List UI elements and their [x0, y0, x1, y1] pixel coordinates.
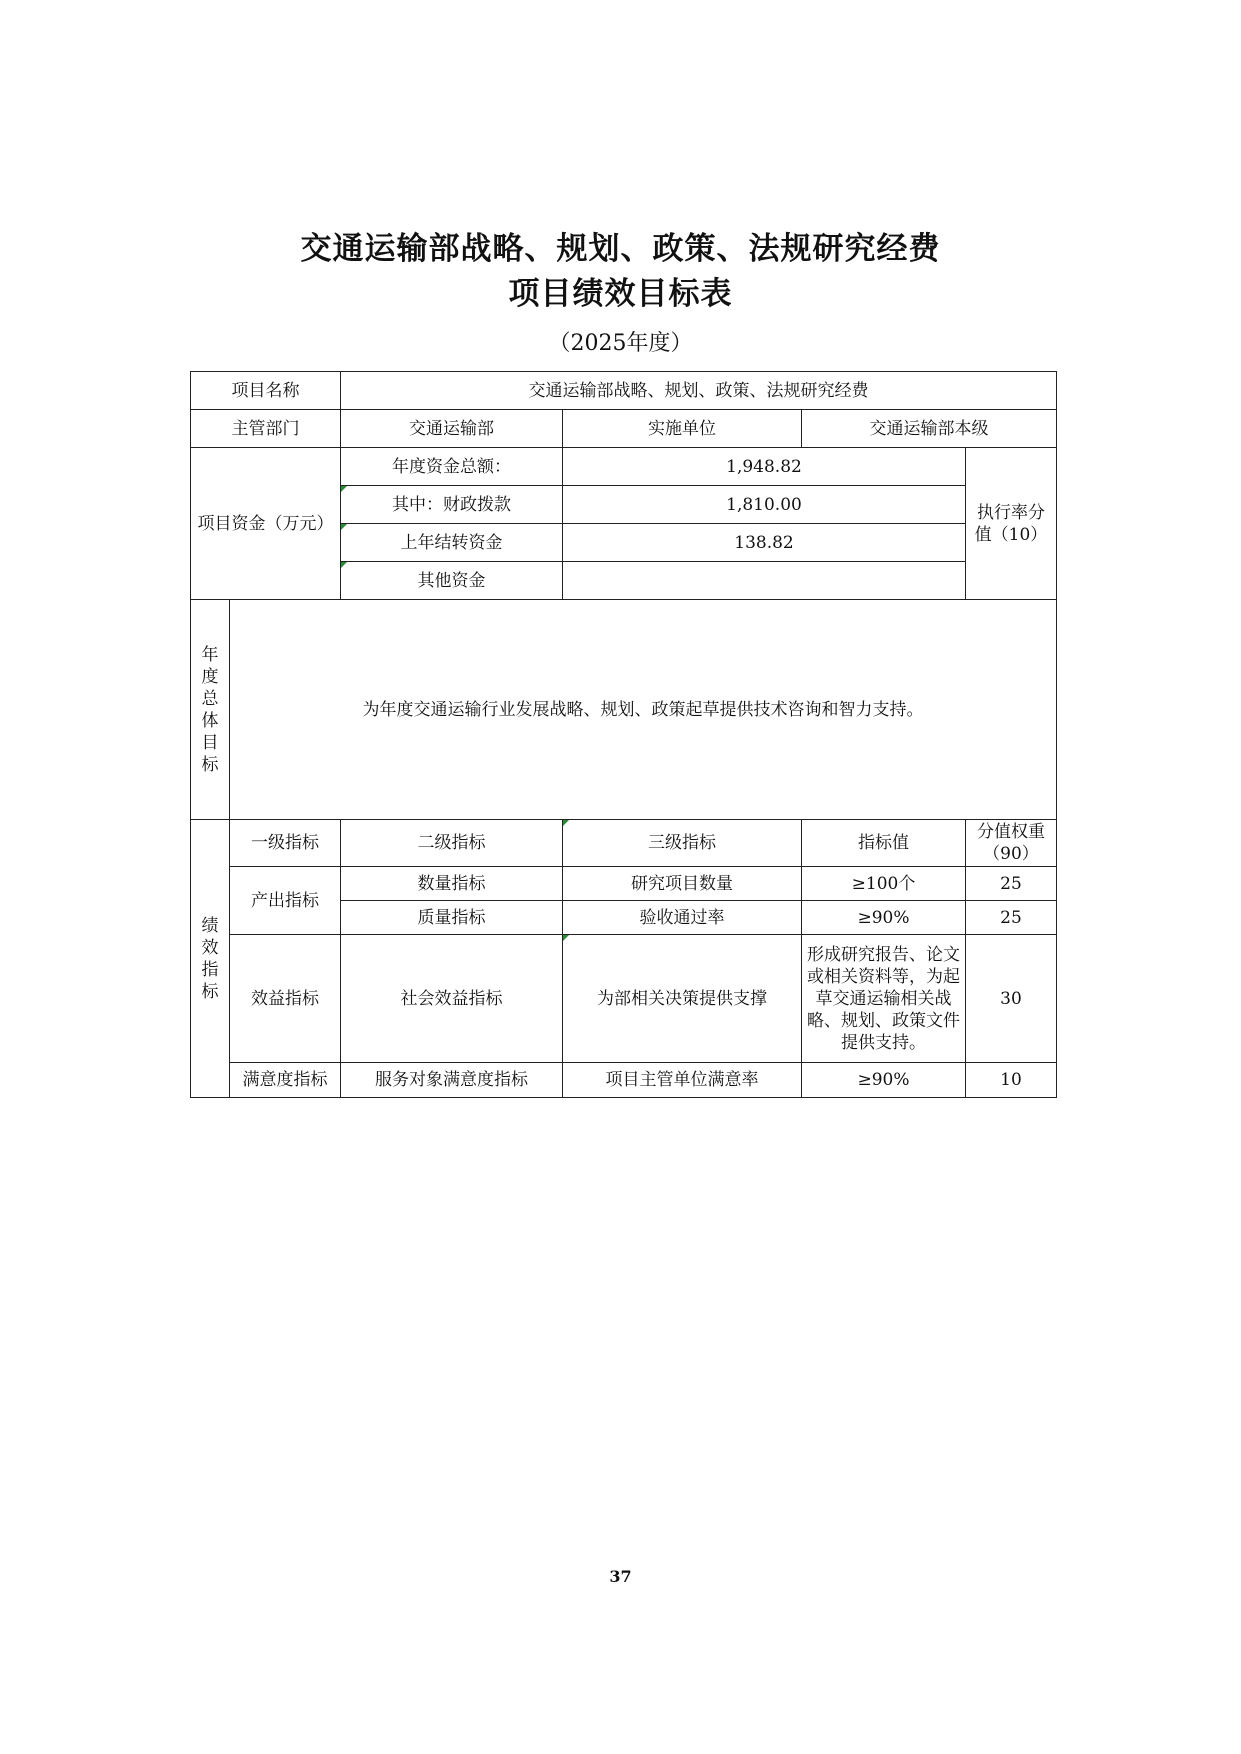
header-level1: 一级指标	[230, 820, 341, 867]
document-subtitle: 项目绩效目标表	[508, 276, 733, 312]
page-number: 37	[609, 1567, 632, 1586]
row-level3: 项目主管单位满意率	[563, 1063, 802, 1098]
project-name-row	[191, 372, 1057, 410]
exec-rate-label: 执行率分值（10）	[966, 448, 1057, 600]
row-level3: 验收通过率	[563, 901, 802, 935]
impl-value: 交通运输部本级	[802, 410, 1057, 448]
funds-fiscal-value: 1,810.00	[563, 486, 966, 524]
department-row	[191, 410, 1057, 448]
project-name-value: 交通运输部战略、规划、政策、法规研究经费	[341, 372, 1057, 410]
row-target: 形成研究报告、论文或相关资料等，为起草交通运输相关战略、规划、政策文件提供支持。	[802, 935, 966, 1063]
funds-other-value	[563, 562, 966, 600]
funds-total-label: 年度资金总额：	[341, 448, 563, 486]
dept-label: 主管部门	[191, 410, 341, 448]
header-weight: 分值权重（90）	[966, 820, 1057, 867]
row-target: ≥90%	[802, 901, 966, 935]
row-target: ≥90%	[802, 1063, 966, 1098]
project-name-label: 项目名称	[191, 372, 341, 410]
annual-goal-row	[191, 600, 1057, 820]
row-weight: 25	[966, 867, 1057, 901]
annual-goal-label: 年度总体目标	[191, 600, 230, 820]
funds-other-label: 其他资金	[341, 562, 563, 600]
header-level3: 三级指标	[563, 820, 802, 867]
row-level1: 产出指标	[230, 867, 341, 935]
row-level3: 研究项目数量	[563, 867, 802, 901]
funds-carryover-value: 138.82	[563, 524, 966, 562]
indicator-row	[191, 1063, 1057, 1098]
impl-label: 实施单位	[563, 410, 802, 448]
row-level1: 满意度指标	[230, 1063, 341, 1098]
header-level2: 二级指标	[341, 820, 563, 867]
funds-label: 项目资金（万元）	[191, 448, 341, 600]
perf-label: 绩效指标	[191, 820, 230, 1098]
indicator-row	[191, 867, 1057, 901]
indicator-row	[191, 935, 1057, 1063]
annual-goal-text: 为年度交通运输行业发展战略、规划、政策起草提供技术咨询和智力支持。	[230, 600, 1057, 820]
row-weight: 10	[966, 1063, 1057, 1098]
year-label: （2025年度）	[548, 331, 693, 356]
funds-carryover-label: 上年结转资金	[341, 524, 563, 562]
funds-fiscal-label: 其中：财政拨款	[341, 486, 563, 524]
header-target: 指标值	[802, 820, 966, 867]
row-level2: 服务对象满意度指标	[341, 1063, 563, 1098]
row-target: ≥100个	[802, 867, 966, 901]
row-level2: 数量指标	[341, 867, 563, 901]
row-level2: 质量指标	[341, 901, 563, 935]
indicator-header-row	[191, 820, 1057, 867]
performance-target-table	[190, 371, 1057, 1098]
document-title: 交通运输部战略、规划、政策、法规研究经费	[300, 231, 941, 267]
row-level2: 社会效益指标	[341, 935, 563, 1063]
row-weight: 25	[966, 901, 1057, 935]
funds-total-value: 1,948.82	[563, 448, 966, 486]
row-level3: 为部相关决策提供支撑	[563, 935, 802, 1063]
row-weight: 30	[966, 935, 1057, 1063]
funds-total-row	[191, 448, 1057, 486]
row-level1: 效益指标	[230, 935, 341, 1063]
dept-value: 交通运输部	[341, 410, 563, 448]
